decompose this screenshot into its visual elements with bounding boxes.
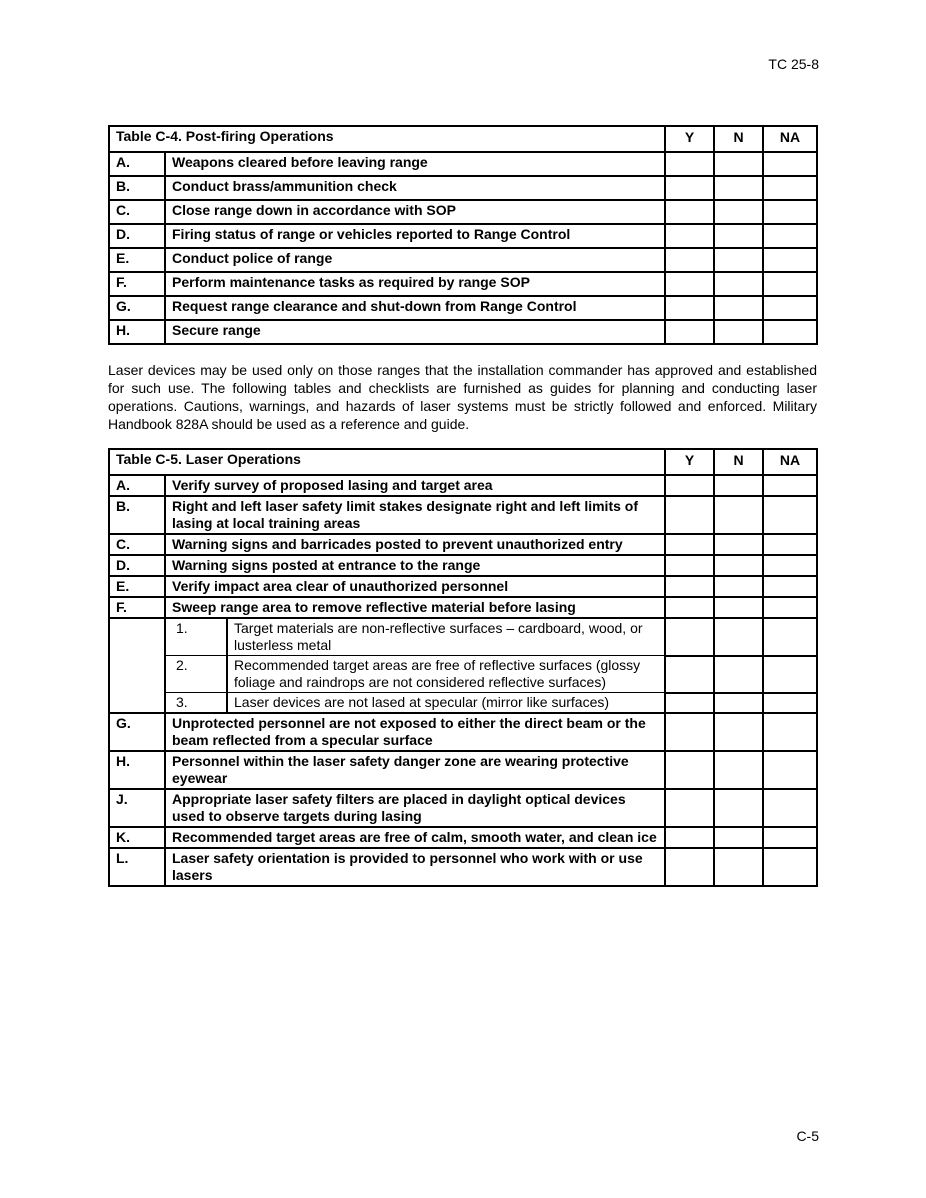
row-letter: B. bbox=[109, 496, 165, 534]
na-checkbox-cell[interactable] bbox=[763, 618, 817, 656]
no-checkbox-cell[interactable] bbox=[714, 224, 763, 248]
na-checkbox-cell[interactable] bbox=[763, 320, 817, 344]
na-checkbox-cell[interactable] bbox=[763, 713, 817, 751]
row-letter: L. bbox=[109, 848, 165, 886]
yes-checkbox-cell[interactable] bbox=[665, 827, 714, 848]
na-checkbox-cell[interactable] bbox=[763, 693, 817, 714]
no-checkbox-cell[interactable] bbox=[714, 848, 763, 886]
row-text: Unprotected personnel are not exposed to either the direct beam or the beam reflected from a specular surface bbox=[165, 713, 665, 751]
na-checkbox-cell[interactable] bbox=[763, 200, 817, 224]
no-checkbox-cell[interactable] bbox=[714, 789, 763, 827]
na-checkbox-cell[interactable] bbox=[763, 597, 817, 618]
no-checkbox-cell[interactable] bbox=[714, 475, 763, 496]
column-yes: Y bbox=[665, 449, 714, 475]
row-text: Verify survey of proposed lasing and target area bbox=[165, 475, 665, 496]
no-checkbox-cell[interactable] bbox=[714, 496, 763, 534]
table-row bbox=[109, 296, 817, 320]
page-number: C-5 bbox=[796, 1128, 819, 1144]
no-checkbox-cell[interactable] bbox=[714, 272, 763, 296]
na-checkbox-cell[interactable] bbox=[763, 475, 817, 496]
table-row bbox=[109, 176, 817, 200]
yes-checkbox-cell[interactable] bbox=[665, 576, 714, 597]
row-text: Warning signs posted at entrance to the range bbox=[165, 555, 665, 576]
row-letter: F. bbox=[109, 272, 165, 296]
yes-checkbox-cell[interactable] bbox=[665, 496, 714, 534]
row-text: Weapons cleared before leaving range bbox=[165, 152, 665, 176]
row-text: Conduct police of range bbox=[165, 248, 665, 272]
sub-item-text: Recommended target areas are free of reflective surfaces (glossy foliage and raindrops are not considered reflective surfaces) bbox=[227, 656, 665, 693]
sub-item-indent bbox=[109, 618, 165, 713]
sub-item-number: 1. bbox=[165, 618, 227, 656]
no-checkbox-cell[interactable] bbox=[714, 618, 763, 656]
na-checkbox-cell[interactable] bbox=[763, 248, 817, 272]
sub-item-number: 3. bbox=[165, 693, 227, 714]
column-na: NA bbox=[763, 449, 817, 475]
no-checkbox-cell[interactable] bbox=[714, 296, 763, 320]
table-row bbox=[109, 475, 817, 496]
row-text: Verify impact area clear of unauthorized personnel bbox=[165, 576, 665, 597]
yes-checkbox-cell[interactable] bbox=[665, 555, 714, 576]
row-text: Recommended target areas are free of calm, smooth water, and clean ice bbox=[165, 827, 665, 848]
row-letter: A. bbox=[109, 152, 165, 176]
yes-checkbox-cell[interactable] bbox=[665, 789, 714, 827]
row-text: Perform maintenance tasks as required by range SOP bbox=[165, 272, 665, 296]
row-letter: K. bbox=[109, 827, 165, 848]
yes-checkbox-cell[interactable] bbox=[665, 296, 714, 320]
column-no: N bbox=[714, 449, 763, 475]
na-checkbox-cell[interactable] bbox=[763, 296, 817, 320]
na-checkbox-cell[interactable] bbox=[763, 534, 817, 555]
row-text: Appropriate laser safety filters are placed in daylight optical devices used to observe targets during lasing bbox=[165, 789, 665, 827]
table-row bbox=[109, 496, 817, 534]
row-letter: H. bbox=[109, 751, 165, 789]
yes-checkbox-cell[interactable] bbox=[665, 272, 714, 296]
row-text: Firing status of range or vehicles reported to Range Control bbox=[165, 224, 665, 248]
table-row bbox=[109, 576, 817, 597]
sub-item-text: Laser devices are not lased at specular (mirror like surfaces) bbox=[227, 693, 665, 714]
no-checkbox-cell[interactable] bbox=[714, 176, 763, 200]
table-title: Table C-5. Laser Operations bbox=[109, 449, 665, 475]
yes-checkbox-cell[interactable] bbox=[665, 693, 714, 714]
row-text: Secure range bbox=[165, 320, 665, 344]
row-letter: C. bbox=[109, 200, 165, 224]
table-header-row bbox=[109, 449, 817, 475]
row-letter: B. bbox=[109, 176, 165, 200]
sub-item-row bbox=[109, 656, 817, 693]
no-checkbox-cell[interactable] bbox=[714, 200, 763, 224]
table-row bbox=[109, 555, 817, 576]
yes-checkbox-cell[interactable] bbox=[665, 848, 714, 886]
sub-item-row bbox=[109, 693, 817, 714]
row-letter: E. bbox=[109, 576, 165, 597]
no-checkbox-cell[interactable] bbox=[714, 576, 763, 597]
table-row bbox=[109, 848, 817, 886]
sub-item-row bbox=[109, 618, 817, 656]
row-letter: F. bbox=[109, 597, 165, 618]
table-row bbox=[109, 200, 817, 224]
yes-checkbox-cell[interactable] bbox=[665, 534, 714, 555]
na-checkbox-cell[interactable] bbox=[763, 789, 817, 827]
table-title: Table C-4. Post-firing Operations bbox=[109, 126, 665, 152]
no-checkbox-cell[interactable] bbox=[714, 152, 763, 176]
table-row bbox=[109, 789, 817, 827]
no-checkbox-cell[interactable] bbox=[714, 534, 763, 555]
table-header-row bbox=[109, 126, 817, 152]
no-checkbox-cell[interactable] bbox=[714, 320, 763, 344]
row-letter: C. bbox=[109, 534, 165, 555]
row-text: Warning signs and barricades posted to prevent unauthorized entry bbox=[165, 534, 665, 555]
na-checkbox-cell[interactable] bbox=[763, 751, 817, 789]
na-checkbox-cell[interactable] bbox=[763, 656, 817, 693]
table-row bbox=[109, 827, 817, 848]
na-checkbox-cell[interactable] bbox=[763, 848, 817, 886]
row-letter: D. bbox=[109, 224, 165, 248]
no-checkbox-cell[interactable] bbox=[714, 597, 763, 618]
row-text: Conduct brass/ammunition check bbox=[165, 176, 665, 200]
column-no: N bbox=[714, 126, 763, 152]
table-row bbox=[109, 597, 817, 618]
laser-devices-paragraph: Laser devices may be used only on those ranges that the installation commander has approved and established for such use. The following tables and checklists are furnished as guides for planning and conducting laser operations. Cautions, warnings, and hazards of laser systems must be strictly followed and enforced. Military Handbook 828A should be used as a reference and guide. bbox=[108, 362, 817, 432]
yes-checkbox-cell[interactable] bbox=[665, 224, 714, 248]
no-checkbox-cell[interactable] bbox=[714, 827, 763, 848]
yes-checkbox-cell[interactable] bbox=[665, 751, 714, 789]
row-text: Laser safety orientation is provided to personnel who work with or use lasers bbox=[165, 848, 665, 886]
yes-checkbox-cell[interactable] bbox=[665, 713, 714, 751]
yes-checkbox-cell[interactable] bbox=[665, 597, 714, 618]
yes-checkbox-cell[interactable] bbox=[665, 200, 714, 224]
row-letter: H. bbox=[109, 320, 165, 344]
table-post-firing-operations bbox=[108, 125, 818, 345]
yes-checkbox-cell[interactable] bbox=[665, 176, 714, 200]
yes-checkbox-cell[interactable] bbox=[665, 320, 714, 344]
no-checkbox-cell[interactable] bbox=[714, 248, 763, 272]
row-letter: G. bbox=[109, 713, 165, 751]
table-row bbox=[109, 248, 817, 272]
yes-checkbox-cell[interactable] bbox=[665, 618, 714, 656]
sub-item-number: 2. bbox=[165, 656, 227, 693]
na-checkbox-cell[interactable] bbox=[763, 496, 817, 534]
row-text: Right and left laser safety limit stakes designate right and left limits of lasing at local training areas bbox=[165, 496, 665, 534]
yes-checkbox-cell[interactable] bbox=[665, 152, 714, 176]
no-checkbox-cell[interactable] bbox=[714, 713, 763, 751]
yes-checkbox-cell[interactable] bbox=[665, 248, 714, 272]
yes-checkbox-cell[interactable] bbox=[665, 475, 714, 496]
no-checkbox-cell[interactable] bbox=[714, 656, 763, 693]
no-checkbox-cell[interactable] bbox=[714, 693, 763, 714]
yes-checkbox-cell[interactable] bbox=[665, 656, 714, 693]
row-text: Request range clearance and shut-down from Range Control bbox=[165, 296, 665, 320]
na-checkbox-cell[interactable] bbox=[763, 224, 817, 248]
na-checkbox-cell[interactable] bbox=[763, 555, 817, 576]
row-letter: J. bbox=[109, 789, 165, 827]
row-text: Close range down in accordance with SOP bbox=[165, 200, 665, 224]
table-row bbox=[109, 713, 817, 751]
row-text: Personnel within the laser safety danger zone are wearing protective eyewear bbox=[165, 751, 665, 789]
table-row bbox=[109, 534, 817, 555]
table-laser-operations bbox=[108, 448, 818, 887]
na-checkbox-cell[interactable] bbox=[763, 576, 817, 597]
row-letter: E. bbox=[109, 248, 165, 272]
row-letter: A. bbox=[109, 475, 165, 496]
column-na: NA bbox=[763, 126, 817, 152]
table-row bbox=[109, 224, 817, 248]
sub-item-text: Target materials are non-reflective surfaces – cardboard, wood, or lusterless metal bbox=[227, 618, 665, 656]
table-row bbox=[109, 320, 817, 344]
table-row bbox=[109, 751, 817, 789]
na-checkbox-cell[interactable] bbox=[763, 152, 817, 176]
table-row bbox=[109, 272, 817, 296]
no-checkbox-cell[interactable] bbox=[714, 555, 763, 576]
no-checkbox-cell[interactable] bbox=[714, 751, 763, 789]
document-reference: TC 25-8 bbox=[768, 56, 819, 72]
row-letter: D. bbox=[109, 555, 165, 576]
row-text: Sweep range area to remove reflective material before lasing bbox=[165, 597, 665, 618]
na-checkbox-cell[interactable] bbox=[763, 272, 817, 296]
column-yes: Y bbox=[665, 126, 714, 152]
row-letter: G. bbox=[109, 296, 165, 320]
na-checkbox-cell[interactable] bbox=[763, 176, 817, 200]
na-checkbox-cell[interactable] bbox=[763, 827, 817, 848]
table-row bbox=[109, 152, 817, 176]
